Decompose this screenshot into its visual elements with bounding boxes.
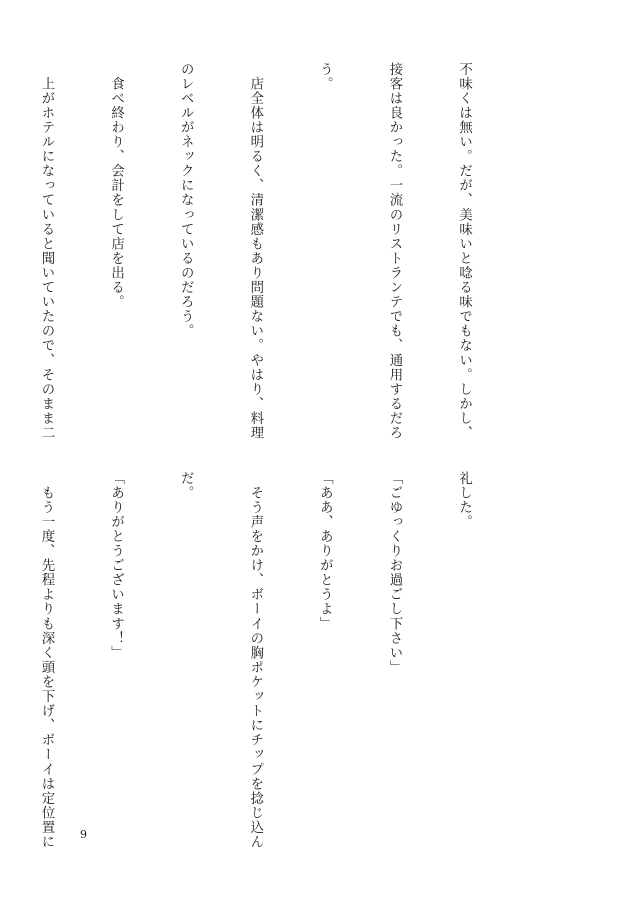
text-line: 食べ終わり、会計をして店を出る。 xyxy=(108,62,124,310)
text-line: 「ありがとうございます！」 xyxy=(108,471,124,661)
text-line: 上がホテルになっていると聞いていたので、そのまま二 xyxy=(38,62,54,441)
upper-text-block xyxy=(0,62,522,441)
text-line: そう声をかけ、ボーイの胸ポケットにチップを捻じ込ん xyxy=(247,471,263,850)
page-number: 9 xyxy=(80,828,87,841)
text-line: う。 xyxy=(317,62,333,92)
text-line: 「ごゆっくりお過ごし下さい」 xyxy=(386,471,402,675)
text-line: 「ああ、ありがとうよ」 xyxy=(317,471,333,632)
text-line: もう一度、先程よりも深く頭を下げ、ボーイは定位置に xyxy=(38,471,54,850)
text-line: 店全体は明るく、清潔感もあり問題ない。やはり、料理 xyxy=(247,62,263,441)
lower-text-block xyxy=(0,471,522,850)
text-line: 不味くは無い。だが、美味いと唸る味でもない。しかし、 xyxy=(456,62,472,441)
text-line: 礼した。 xyxy=(456,471,472,530)
text-line: だ。 xyxy=(178,471,194,501)
text-line: 接客は良かった。一流のリストランテでも、通用するだろ xyxy=(386,62,402,441)
text-line: のレベルがネックになっているのだろう。 xyxy=(178,62,194,339)
